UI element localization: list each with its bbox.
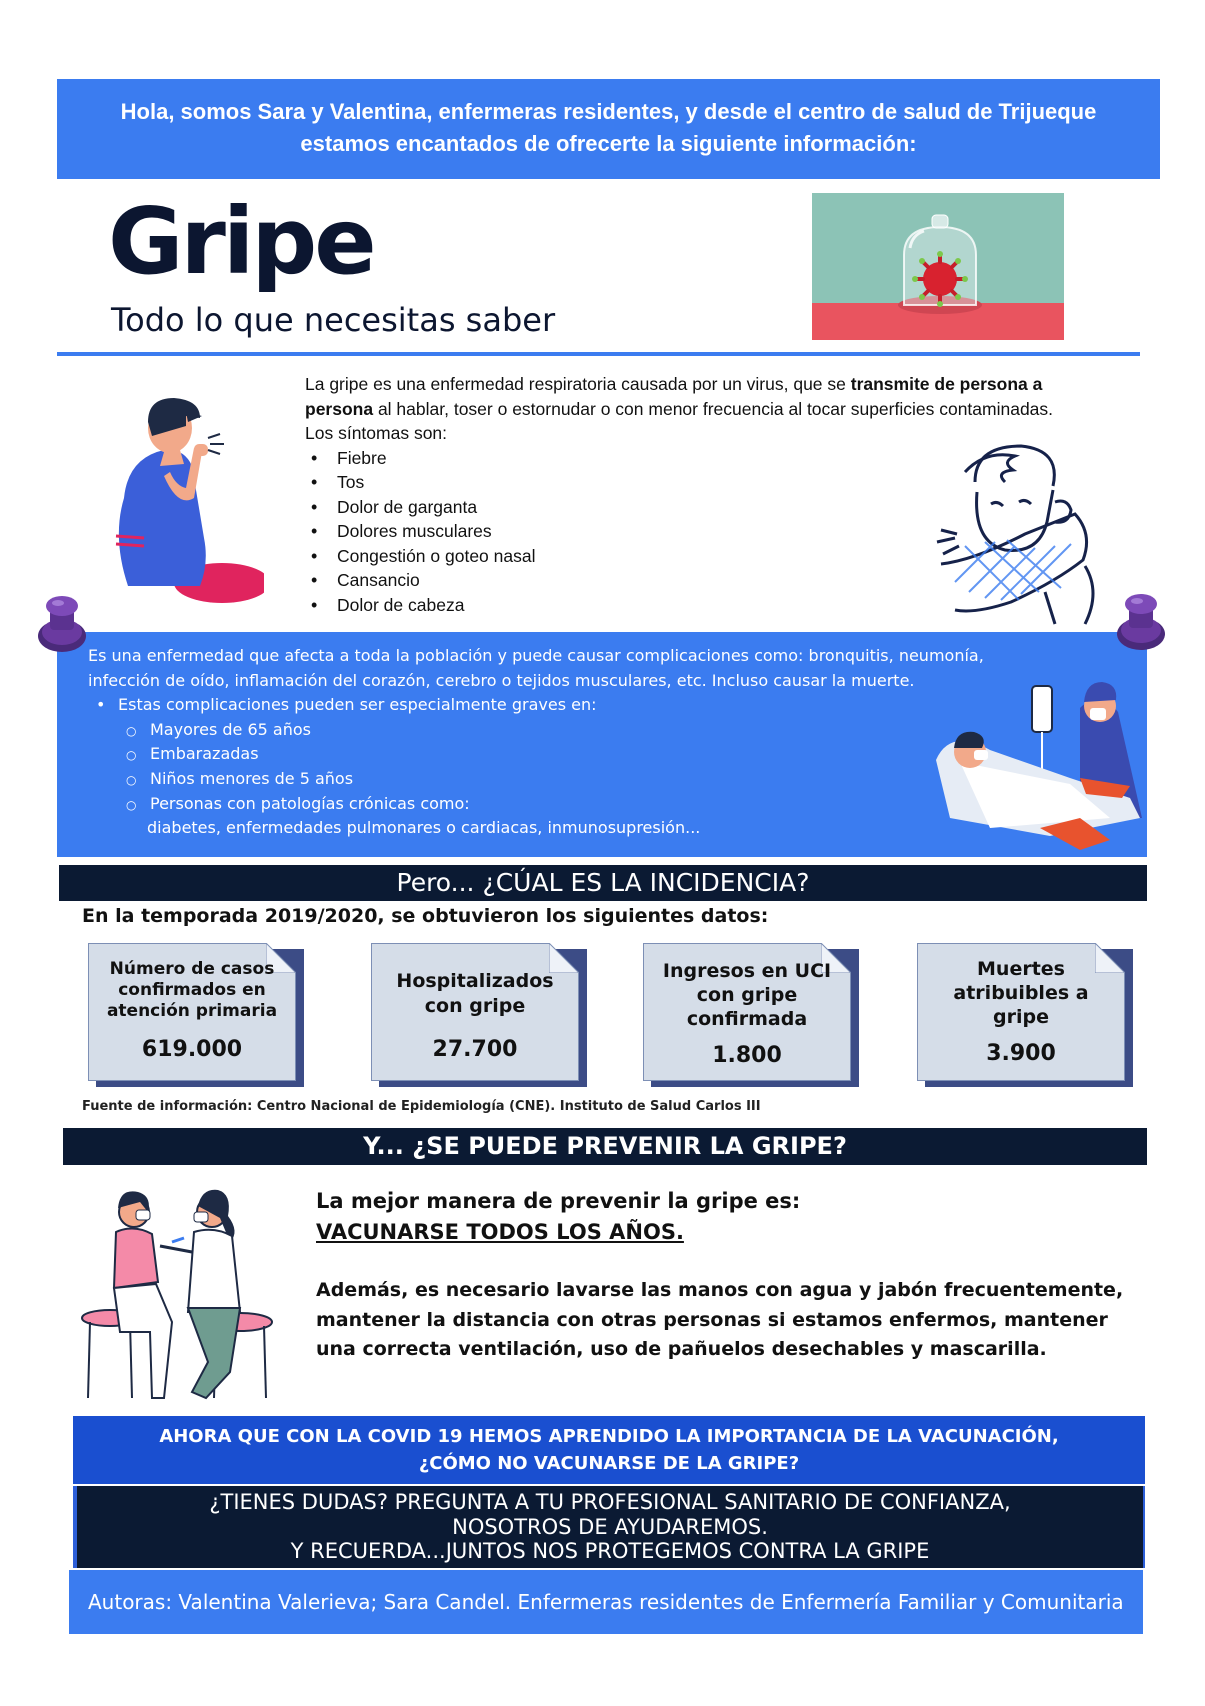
authors-footer: Autoras: Valentina Valerieva; Sara Candel. Enfermeras residentes de Enfermería Familiar y Comunitaria [69,1570,1143,1634]
intro-paragraph [305,372,1105,421]
vaccination-illustration [80,1172,276,1410]
stat-card-label: Número de casos confirmados en atención primaria [106,959,278,1021]
prevention-emphasis: VACUNARSE TODOS LOS AÑOS. [316,1220,684,1244]
doubts-line-3: Y RECUERDA...JUNTOS NOS PROTEGEMOS CONTRA LA GRIPE [290,1539,930,1563]
complications-bullet: • Estas complicaciones pueden ser especialmente graves en: [88,693,1068,718]
list-item-continuation: diabetes, enfermedades pulmonares o cardiacas, inmunosupresión... [147,818,701,838]
stat-card [371,943,585,1083]
list-item: • Dolor de cabeza [305,593,1105,618]
header-banner [57,79,1160,179]
stat-card [643,943,857,1083]
stat-card-value: 27.700 [432,1037,518,1062]
intro-text-part: al hablar, toser o estornudar o con menor frecuencia al tocar superficies contaminadas. [373,398,1054,419]
virus-bell-jar-image [812,193,1064,340]
list-item: ○ Mayores de 65 años [88,718,1068,743]
intro-text-part: La gripe es una enfermedad respiratoria causada por un virus, que se [305,374,851,394]
season-text: En la temporada 2019/2020, se obtuvieron los siguientes datos: [82,905,769,927]
complications-text [88,644,1068,841]
title-divider [57,352,1140,356]
prevention-lead-text: La mejor manera de prevenir la gripe es: [316,1189,801,1213]
stat-card [917,943,1131,1083]
list-item: ○ Niños menores de 5 años [88,767,1068,792]
covid-line-2: ¿CÓMO NO VACUNARSE DE LA GRIPE? [418,1453,800,1474]
coughing-man-illustration [104,388,264,603]
source-note: Fuente de información: Centro Nacional de Epidemiología (CNE). Instituto de Salud Carlos III [82,1099,761,1114]
stat-card-label: Muertes atribuibles a gripe [953,958,1089,1028]
prevention-lead [316,1186,800,1248]
complications-line-2: infección de oído, inflamación del corazón, cerebro o tejidos musculares, etc. Incluso causar la muerte. [88,670,915,690]
doubts-line-1: ¿TIENES DUDAS? PREGUNTA A TU PROFESIONAL SANITARIO DE CONFIANZA, [209,1490,1011,1514]
complications-line-1: Es una enfermedad que afecta a toda la población y puede causar complicaciones como: bronquitis, neumonía, [88,646,984,665]
list-item: • Fiebre [305,446,1105,471]
stat-card-value: 1.800 [712,1043,782,1068]
covid-callout [73,1416,1145,1484]
list-item: • Dolor de garganta [305,495,1105,520]
incidence-heading: Pero... ¿CÚAL ES LA INCIDENCIA? [59,865,1147,901]
doubts-line-2: NOSOTROS DE AYUDAREMOS. [452,1514,768,1539]
stat-card-label: Hospitalizados con gripe [396,970,554,1017]
stat-card [88,943,302,1083]
header-line-2: estamos encantados de ofrecerte la siguiente información: [300,131,917,156]
prevention-body: Además, es necesario lavarse las manos con agua y jabón frecuentemente, mantener la distancia con otras personas si estamos enfermos, mantener una correcta ventilación, uso de pañuelos desechables y mascarilla. [316,1279,1124,1360]
list-item: ○ Personas con patologías crónicas como: [88,792,1068,817]
list-item: ○ Embarazadas [88,742,1068,767]
doubts-callout [73,1486,1145,1568]
symptoms-heading: Los síntomas son: [305,423,448,443]
list-item: • Congestión o goteo nasal [305,544,1105,569]
pushpin-icon [36,594,86,654]
page-subtitle: Todo lo que necesitas saber [111,301,556,339]
list-item: • Dolores musculares [305,519,1105,544]
pushpin-icon [1115,592,1165,652]
header-line-1: Hola, somos Sara y Valentina, enfermeras residentes, y desde el centro de salud de Trijueque [120,99,1097,124]
page-title: Gripe [108,188,374,295]
stat-card-label: Ingresos en UCI con gripe confirmada [662,960,832,1030]
list-item: • Tos [305,470,1105,495]
sneezing-man-illustration [935,442,1105,627]
stat-card-value: 619.000 [141,1037,243,1062]
stat-card-value: 3.900 [986,1041,1056,1066]
prevention-heading: Y... ¿SE PUEDE PREVENIR LA GRIPE? [63,1128,1147,1165]
covid-line-1: AHORA QUE CON LA COVID 19 HEMOS APRENDIDO LA IMPORTANCIA DE LA VACUNACIÓN, [159,1426,1059,1447]
list-item: • Cansancio [305,568,1105,593]
intro-emphasis: transmite de persona a persona [305,374,1043,419]
